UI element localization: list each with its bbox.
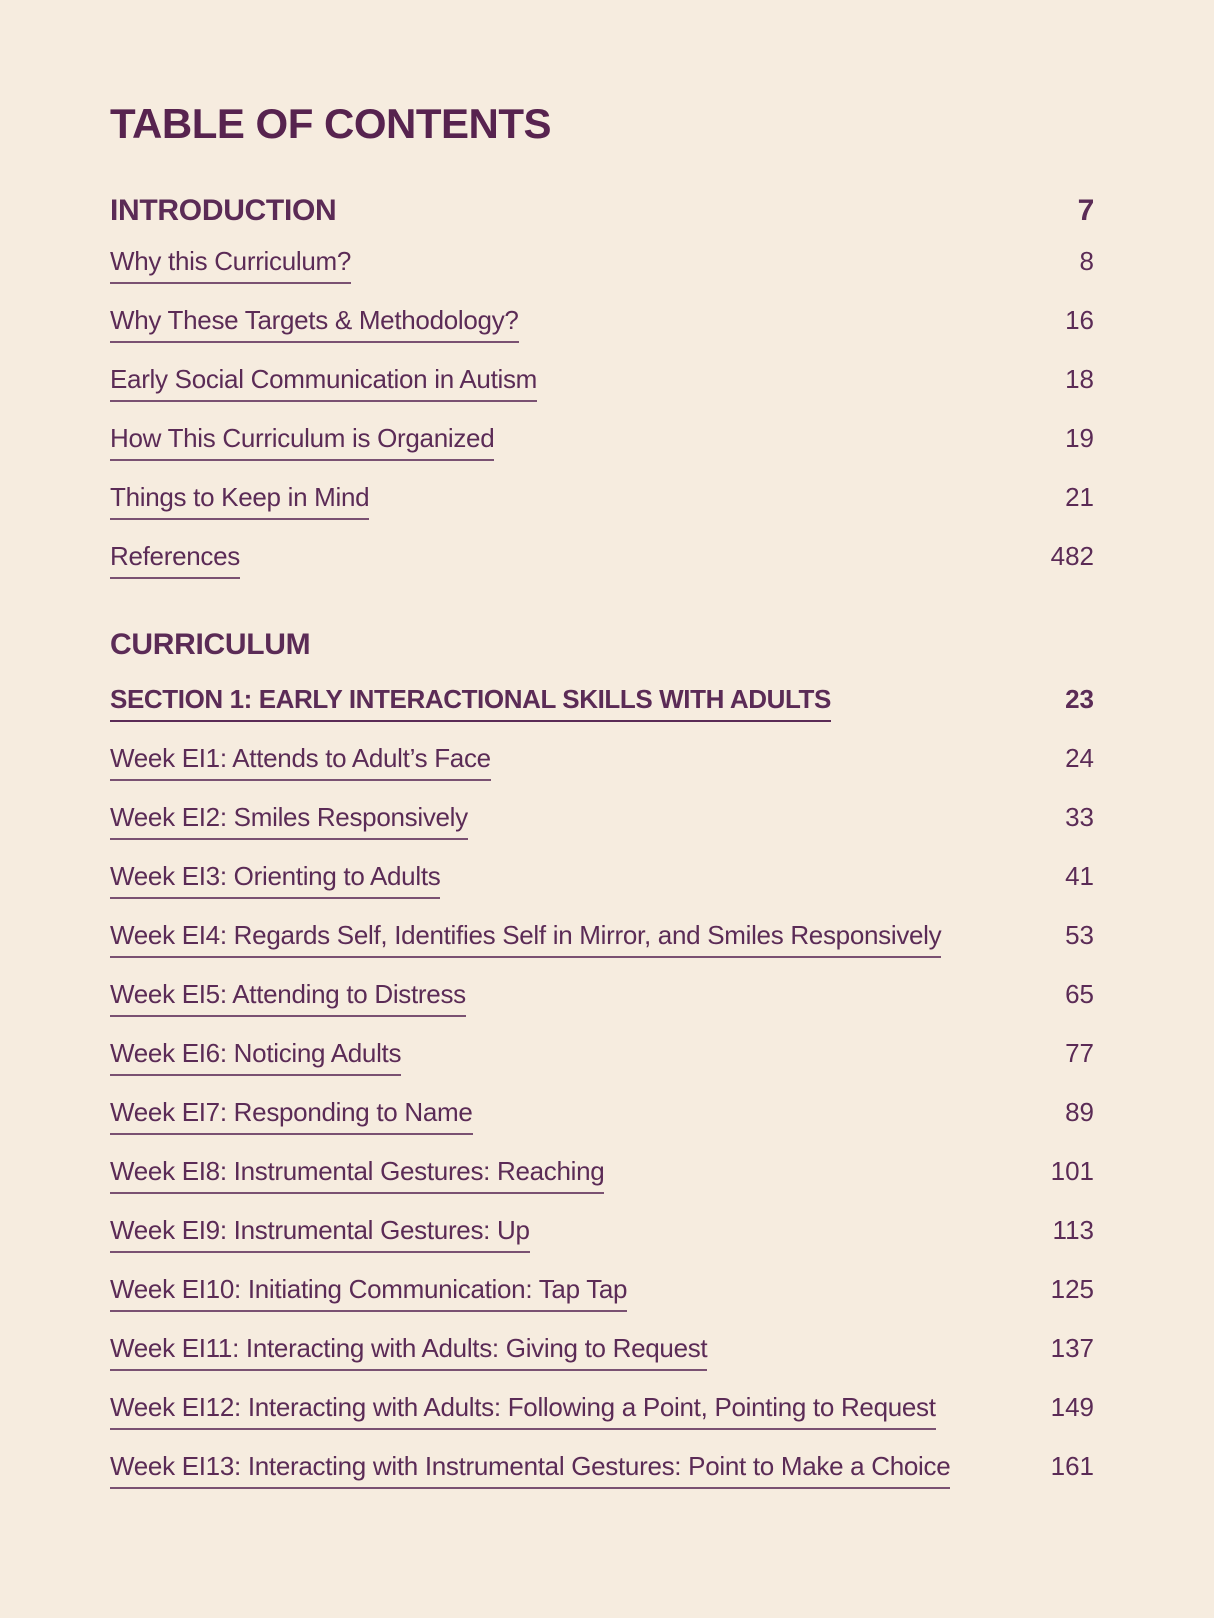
page-number: 23 (1065, 684, 1094, 714)
toc-row (110, 295, 1094, 354)
toc-entry-link[interactable]: Week EI13: Interacting with Instrumental Gestures: Point to Make a Choice (110, 1451, 950, 1489)
curriculum-section (110, 628, 1094, 1500)
toc-page (110, 0, 1094, 1500)
toc-row (110, 1382, 1094, 1441)
page-title: TABLE OF CONTENTS (110, 100, 552, 147)
toc-entry-link[interactable]: How This Curriculum is Organized (110, 423, 494, 461)
curriculum-heading: CURRICULUM (110, 628, 311, 661)
toc-row (110, 354, 1094, 413)
page-number: 18 (1065, 364, 1094, 394)
toc-row (110, 1441, 1094, 1500)
page-number: 53 (1065, 920, 1094, 950)
toc-row (110, 236, 1094, 295)
section-1-link[interactable]: SECTION 1: EARLY INTERACTIONAL SKILLS WITH ADULTS (110, 684, 831, 722)
introduction-section (110, 194, 1094, 590)
toc-row (110, 851, 1094, 910)
toc-row (110, 472, 1094, 531)
introduction-heading-row (110, 194, 1094, 228)
toc-row (110, 792, 1094, 851)
toc-entry-link[interactable]: Why These Targets & Methodology? (110, 305, 519, 343)
toc-row (110, 1205, 1094, 1264)
toc-entry-link[interactable]: Week EI8: Instrumental Gestures: Reaching (110, 1156, 604, 1194)
toc-entry-link[interactable]: Week EI11: Interacting with Adults: Giving to Request (110, 1333, 707, 1371)
page-number: 77 (1065, 1038, 1094, 1068)
toc-row (110, 910, 1094, 969)
page-number: 137 (1050, 1333, 1094, 1363)
page-number: 101 (1050, 1156, 1094, 1186)
toc-entry-link[interactable]: Week EI5: Attending to Distress (110, 979, 466, 1017)
page-number: 65 (1065, 979, 1094, 1009)
toc-entry-link[interactable]: Week EI12: Interacting with Adults: Following a Point, Pointing to Request (110, 1392, 936, 1430)
page-number: 113 (1052, 1215, 1094, 1245)
page-number: 149 (1050, 1392, 1094, 1422)
toc-entry-link[interactable]: Week EI3: Orienting to Adults (110, 861, 440, 899)
toc-entry-link[interactable]: Week EI7: Responding to Name (110, 1097, 473, 1135)
page-number: 161 (1050, 1451, 1094, 1481)
toc-entry-link[interactable]: Week EI1: Attends to Adult’s Face (110, 743, 491, 781)
toc-row (110, 969, 1094, 1028)
toc-entry-link[interactable]: Week EI6: Noticing Adults (110, 1038, 401, 1076)
toc-entry-link[interactable]: Week EI2: Smiles Responsively (110, 802, 468, 840)
page-number: 89 (1065, 1097, 1094, 1127)
toc-entry-link[interactable]: Things to Keep in Mind (110, 482, 369, 520)
toc-entry-link[interactable]: Early Social Communication in Autism (110, 364, 537, 402)
toc-entry-link[interactable]: Week EI9: Instrumental Gestures: Up (110, 1215, 530, 1253)
toc-row (110, 1028, 1094, 1087)
page-number: 8 (1079, 246, 1094, 276)
page-number: 16 (1065, 305, 1094, 335)
toc-entry-link[interactable]: References (110, 541, 240, 579)
page-number: 125 (1050, 1274, 1094, 1304)
toc-row (110, 1087, 1094, 1146)
toc-entry-link[interactable]: Week EI10: Initiating Communication: Tap Tap (110, 1274, 627, 1312)
introduction-heading: INTRODUCTION (110, 194, 337, 227)
toc-row (110, 1323, 1094, 1382)
toc-row (110, 413, 1094, 472)
toc-row (110, 531, 1094, 590)
page-number: 41 (1065, 861, 1094, 891)
page-number: 24 (1065, 743, 1094, 773)
page-number: 33 (1065, 802, 1094, 832)
toc-entry-link[interactable]: Why this Curriculum? (110, 246, 351, 284)
introduction-page-number: 7 (1077, 194, 1094, 227)
section-1-row (110, 676, 1094, 733)
toc-row (110, 733, 1094, 792)
page-number: 21 (1065, 482, 1094, 512)
toc-row (110, 1264, 1094, 1323)
page-number: 19 (1065, 423, 1094, 453)
toc-entry-link[interactable]: Week EI4: Regards Self, Identifies Self in Mirror, and Smiles Responsively (110, 920, 941, 958)
page-number: 482 (1050, 541, 1094, 571)
toc-row (110, 1146, 1094, 1205)
